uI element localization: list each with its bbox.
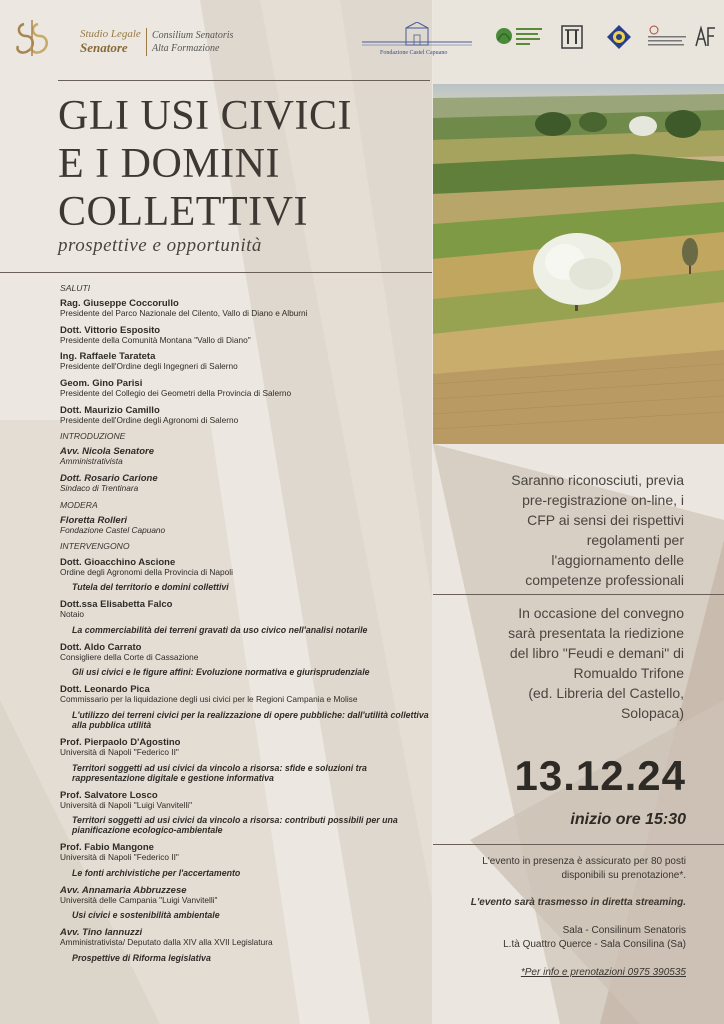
speaker-name: Dott. Rosario Carione: [60, 472, 158, 484]
speaker-role: Università di Napoli "Federico II": [60, 852, 179, 863]
speaker-name: Prof. Pierpaolo D'Agostino: [60, 736, 181, 748]
speaker-role: Università di Napoli "Federico II": [60, 746, 179, 757]
speaker-role: Ordine degli Agronomi della Provincia di Napoli: [60, 566, 233, 577]
speaker: [60, 325, 432, 346]
talk-title: L'utilizzo dei terreni civici per la realizzazione di opere pubbliche: dall'utilità collettiva alla pubblica utilità: [72, 709, 429, 730]
venue-line: L.tà Quattro Querce - Sala Consilina (Sa): [503, 939, 686, 950]
cfp-line: competenze professionali: [525, 572, 684, 588]
book-line: In occasione del convegno: [518, 605, 684, 621]
speaker: [60, 446, 432, 467]
speaker-name: Dott. Vittorio Esposito: [60, 324, 161, 336]
speaker-name: Rag. Giuseppe Coccorullo: [60, 298, 179, 310]
speaker-name: Avv. Nicola Senatore: [60, 446, 154, 458]
book-line: sarà presentata la riedizione: [508, 625, 684, 641]
speaker: [60, 473, 432, 494]
speaker: [60, 557, 432, 593]
talk-title: Territori soggetti ad usi civici da vincolo a risorsa: contributi possibili per una pianificazione ecologico-ambientale: [72, 815, 398, 836]
speaker-name: Dott. Aldo Carrato: [60, 641, 142, 653]
speaker-role: Presidente del Collegio dei Geometri della Provincia di Salerno: [60, 387, 292, 398]
talk-title: Territori soggetti ad usi civici da vincolo a risorsa: sfide e soluzioni tra rappresentazione digitale e gestione informativa: [72, 762, 367, 783]
cfp-line: pre-registrazione on-line, i: [522, 492, 684, 508]
speaker-role: Presidente dell'Ordine degli Agronomi di Salerno: [60, 414, 239, 425]
studio-name-line2: Senatore: [80, 40, 128, 55]
title-top-rule: [58, 80, 430, 81]
page-title: [58, 92, 428, 236]
speaker-name: Avv. Annamaria Abbruzzese: [60, 884, 187, 896]
speaker: [60, 405, 432, 426]
speaker-role: Presidente della Comunità Montana "Vallo di Diano": [60, 334, 251, 345]
start-time: inizio ore 15:30: [570, 811, 686, 828]
speaker-role: Commissario per la liquidazione degli usi civici per le Regioni Campania e Molise: [60, 694, 358, 705]
speaker-name: Geom. Gino Parisi: [60, 377, 143, 389]
book-line: Romualdo Trifone: [573, 665, 684, 681]
section-label-modera: MODERA: [60, 499, 98, 510]
speaker-role: Amministrativista: [60, 456, 123, 467]
fondazione-label: Fondazione Castel Capuano: [380, 50, 448, 56]
ordine-logo-icon: [560, 24, 584, 50]
cfp-notice: [440, 470, 684, 590]
af-logo-icon: [694, 24, 716, 50]
speaker: [60, 378, 432, 399]
title-line: E I DOMINI: [58, 141, 280, 187]
speaker-name: Dott.ssa Elisabetta Falco: [60, 599, 173, 611]
speaker: [60, 885, 432, 921]
contact-info: *Per info e prenotazioni 0975 390535: [520, 967, 686, 978]
right-divider: [433, 844, 724, 845]
header: [0, 0, 724, 80]
speaker: [60, 351, 432, 372]
cfp-line: Saranno riconosciuti, previa: [511, 472, 684, 488]
cfp-line: regolamenti per: [586, 532, 684, 548]
section-label-saluti: SALUTI: [60, 283, 91, 293]
consilium-name-line2: Alta Formazione: [152, 43, 220, 54]
speaker-role: Notaio: [60, 609, 84, 620]
presence-line: L'evento in presenza è assicurato per 80 posti: [482, 856, 686, 867]
talk-title: La commerciabilità dei terreni gravati da uso civico nell'analisi notarile: [72, 624, 368, 635]
header-divider: [146, 28, 147, 56]
speaker-role: Università di Napoli "Luigi Vanvitelli": [60, 799, 193, 810]
speaker-name: Floretta Rolleri: [60, 514, 128, 526]
speaker: [60, 842, 432, 878]
speaker: [60, 515, 432, 536]
speaker: [60, 684, 432, 730]
section-label-intervengono: INTERVENGONO: [60, 541, 130, 552]
speaker-name: Dott. Gioacchino Ascione: [60, 556, 176, 568]
speaker: [60, 298, 432, 319]
program: [60, 283, 432, 970]
cfp-line: CFP ai sensi dei rispettivi: [527, 512, 684, 528]
speaker: [60, 642, 432, 678]
book-line: (ed. Libreria del Castello,: [528, 685, 684, 701]
speaker-name: Dott. Leonardo Pica: [60, 684, 150, 696]
title-line: GLI USI CIVICI: [58, 93, 352, 139]
book-line: Solopaca): [620, 705, 684, 721]
venue-line: Sala - Consilinum Senatoris: [562, 925, 686, 936]
speaker-role: Amministrativista/ Deputato dalla XIV alla XVII Legislatura: [60, 937, 273, 948]
cfp-line: l'aggiornamento delle: [551, 552, 684, 568]
book-notice: [440, 603, 684, 723]
program-top-rule: [0, 272, 432, 273]
geometri-logo-icon: [606, 24, 632, 50]
ordine-ingegneri-logo-icon: [646, 24, 688, 50]
book-line: del libro "Feudi e demani" di: [509, 645, 684, 661]
presence-line: disponibili su prenotazione*.: [561, 870, 686, 881]
landscape-photo: [433, 84, 724, 444]
speaker-name: Avv. Tino Iannuzzi: [60, 927, 143, 939]
event-date: 13.12.24: [514, 752, 686, 799]
speaker-name: Dott. Maurizio Camillo: [60, 404, 160, 416]
studio-logo-mark-icon: [14, 18, 50, 58]
talk-title: Tutela del territorio e domini collettivi: [72, 582, 229, 593]
consilium-name-line1: Consilium Senatoris: [152, 30, 234, 41]
speaker-name: Prof. Salvatore Losco: [60, 789, 158, 801]
speaker-role: Fondazione Castel Capuano: [60, 524, 166, 535]
speaker-role: Università delle Campania "Luigi Vanvitelli": [60, 894, 218, 905]
speaker-role: Consigliere della Corte di Cassazione: [60, 651, 199, 662]
talk-title: Prospettive di Riforma legislativa: [72, 952, 211, 963]
speaker: [60, 737, 432, 783]
talk-title: Le fonti archivistiche per l'accertamento: [72, 867, 241, 878]
page-subtitle: prospettive e opportunità: [58, 235, 262, 256]
speaker: [60, 790, 432, 836]
speaker-name: Prof. Fabio Mangone: [60, 842, 154, 854]
talk-title: Usi civici e sostenibilità ambientale: [72, 910, 220, 921]
section-label-introduzione: INTRODUZIONE: [60, 431, 126, 442]
studio-name-line1: Studio Legale: [80, 28, 141, 40]
talk-title: Gli usi civici e le figure affini: Evoluzione normativa e giurisprudenziale: [72, 667, 370, 678]
speaker-role: Sindaco di Trentinara: [60, 482, 139, 493]
speaker-role: Presidente del Parco Nazionale del Cilento, Vallo di Diano e Alburni: [60, 308, 308, 319]
speaker: [60, 599, 432, 635]
parco-nazionale-logo-icon: [494, 24, 544, 50]
speaker-role: Presidente dell'Ordine degli Ingegneri di Salerno: [60, 361, 238, 372]
speaker-name: Ing. Raffaele Tarateta: [60, 351, 156, 363]
speaker: [60, 927, 432, 963]
streaming-notice: L'evento sarà trasmesso in diretta streaming.: [470, 897, 686, 908]
title-line: COLLETTIVI: [58, 189, 308, 235]
right-divider: [433, 594, 724, 595]
